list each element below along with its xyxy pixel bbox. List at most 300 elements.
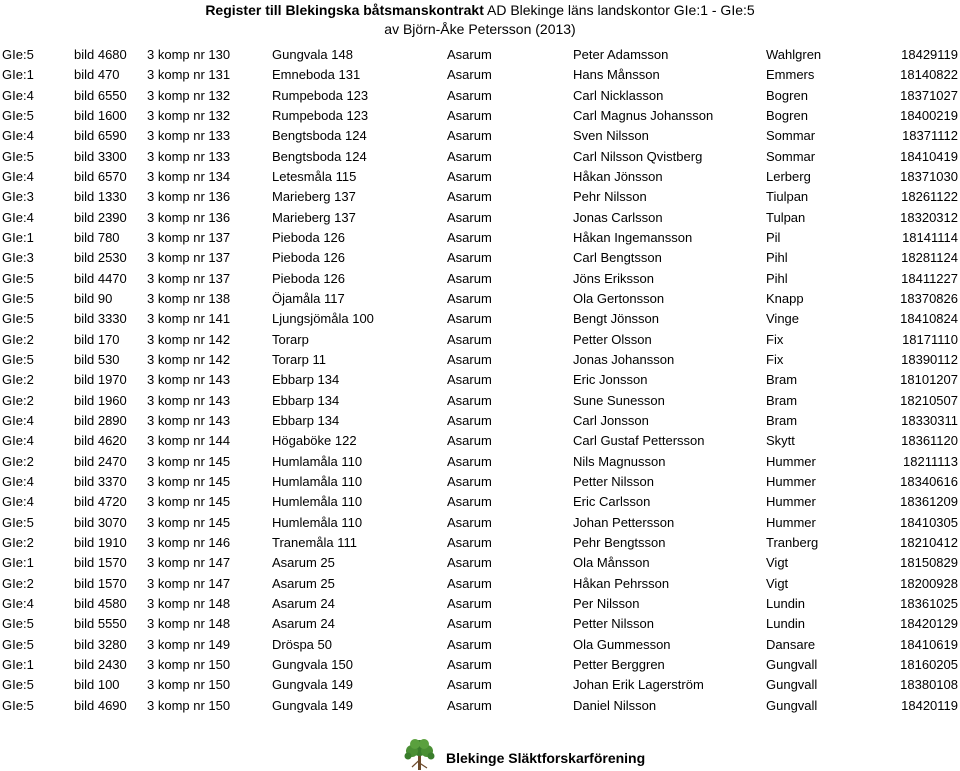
cell-company-number: 3 komp nr 147 <box>147 575 231 591</box>
cell-parish: Asarum <box>447 209 492 225</box>
cell-soldier-name: Carl Nicklasson <box>573 87 664 103</box>
cell-rote-name: Torarp <box>272 331 309 347</box>
cell-soldier-name: Ola Gertonsson <box>573 290 665 306</box>
cell-soldier-name: Jonas Carlsson <box>573 209 663 225</box>
cell-rote-name: Rumpeboda 123 <box>272 107 369 123</box>
cell-date: 18420129 <box>900 616 958 632</box>
cell-rote-name: Asarum 25 <box>272 555 335 571</box>
cell-soldier-name: Ola Gummesson <box>573 636 671 652</box>
cell-soldier-surname: Vinge <box>766 311 800 327</box>
cell-soldier-name: Jöns Eriksson <box>573 270 654 286</box>
cell-parish: Asarum <box>447 270 492 286</box>
cell-soldier-surname: Vigt <box>766 575 789 591</box>
cell-soldier-surname: Skytt <box>766 433 795 449</box>
table-row <box>0 675 960 695</box>
cell-soldier-surname: Lundin <box>766 595 806 611</box>
cell-date: 18400219 <box>900 107 958 123</box>
cell-parish: Asarum <box>447 575 492 591</box>
cell-soldier-name: Eric Carlsson <box>573 494 651 510</box>
cell-company-number: 3 komp nr 130 <box>147 47 231 62</box>
cell-parish: Asarum <box>447 128 492 144</box>
table-row <box>0 655 960 675</box>
cell-parish: Asarum <box>447 636 492 652</box>
cell-rote-name: Pieboda 126 <box>272 250 346 266</box>
cell-image-ref: bild 4620 <box>74 433 127 449</box>
cell-image-ref: bild 1960 <box>74 392 127 408</box>
cell-date: 18371027 <box>900 87 958 103</box>
cell-archive-ref: GIe:4 <box>2 433 34 449</box>
cell-soldier-name: Carl Magnus Johansson <box>573 107 714 123</box>
cell-image-ref: bild 170 <box>74 331 120 347</box>
register-table <box>0 45 960 716</box>
document-author: av Björn-Åke Petersson (2013) <box>384 21 576 37</box>
cell-image-ref: bild 2390 <box>74 209 127 225</box>
cell-soldier-name: Johan Erik Lagerström <box>573 677 704 693</box>
cell-company-number: 3 komp nr 145 <box>147 473 231 489</box>
cell-archive-ref: GIe:3 <box>2 189 34 205</box>
cell-company-number: 3 komp nr 137 <box>147 229 231 245</box>
cell-company-number: 3 komp nr 137 <box>147 270 231 286</box>
cell-company-number: 3 komp nr 138 <box>147 290 231 306</box>
cell-image-ref: bild 2470 <box>74 453 127 469</box>
cell-archive-ref: GIe:5 <box>2 107 34 123</box>
cell-rote-name: Asarum 25 <box>272 575 335 591</box>
cell-image-ref: bild 3070 <box>74 514 127 530</box>
cell-archive-ref: GIe:5 <box>2 290 34 306</box>
cell-image-ref: bild 1330 <box>74 189 127 205</box>
cell-parish: Asarum <box>447 47 492 62</box>
cell-soldier-name: Petter Nilsson <box>573 473 654 489</box>
cell-soldier-surname: Tiulpan <box>766 189 809 205</box>
cell-soldier-name: Carl Gustaf Pettersson <box>573 433 705 449</box>
cell-archive-ref: GIe:4 <box>2 494 34 510</box>
cell-parish: Asarum <box>447 331 492 347</box>
cell-soldier-name: Hans Månsson <box>573 67 660 83</box>
cell-company-number: 3 komp nr 147 <box>147 555 231 571</box>
cell-rote-name: Asarum 24 <box>272 616 335 632</box>
cell-company-number: 3 komp nr 133 <box>147 128 231 144</box>
cell-date: 18361025 <box>900 595 958 611</box>
cell-soldier-name: Per Nilsson <box>573 595 640 611</box>
cell-company-number: 3 komp nr 131 <box>147 67 231 83</box>
cell-parish: Asarum <box>447 677 492 693</box>
cell-soldier-name: Daniel Nilsson <box>573 697 657 713</box>
cell-parish: Asarum <box>447 555 492 571</box>
cell-parish: Asarum <box>447 473 492 489</box>
cell-soldier-surname: Bogren <box>766 107 808 123</box>
cell-soldier-surname: Gungvall <box>766 656 818 672</box>
cell-date: 18361120 <box>901 433 958 449</box>
cell-image-ref: bild 4580 <box>74 595 127 611</box>
cell-rote-name: Marieberg 137 <box>272 209 356 225</box>
cell-soldier-name: Johan Pettersson <box>573 514 675 530</box>
cell-date: 18171110 <box>902 331 958 347</box>
cell-soldier-surname: Pihl <box>766 270 788 286</box>
table-row <box>0 513 960 533</box>
cell-soldier-surname: Bram <box>766 392 798 408</box>
cell-date: 18410619 <box>900 636 958 652</box>
cell-soldier-name: Carl Jonsson <box>573 412 649 428</box>
cell-rote-name: Pieboda 126 <box>272 270 346 286</box>
cell-rote-name: Rumpeboda 123 <box>272 87 369 103</box>
cell-archive-ref: GIe:2 <box>2 575 34 591</box>
cell-company-number: 3 komp nr 150 <box>147 677 231 693</box>
cell-archive-ref: GIe:5 <box>2 148 34 164</box>
cell-soldier-name: Carl Bengtsson <box>573 250 662 266</box>
cell-company-number: 3 komp nr 150 <box>147 697 231 713</box>
cell-soldier-surname: Sommar <box>766 128 816 144</box>
cell-image-ref: bild 4680 <box>74 47 127 62</box>
cell-parish: Asarum <box>447 290 492 306</box>
cell-soldier-name: Sven Nilsson <box>573 128 649 144</box>
cell-company-number: 3 komp nr 143 <box>147 372 231 388</box>
cell-date: 18160205 <box>900 656 958 672</box>
cell-soldier-name: Ola Månsson <box>573 555 650 571</box>
table-row <box>0 350 960 370</box>
cell-date: 18410824 <box>900 311 958 327</box>
cell-rote-name: Bengtsboda 124 <box>272 148 367 164</box>
cell-soldier-surname: Lerberg <box>766 168 811 184</box>
table-row <box>0 411 960 431</box>
cell-image-ref: bild 1600 <box>74 107 127 123</box>
cell-archive-ref: GIe:4 <box>2 128 34 144</box>
cell-archive-ref: GIe:4 <box>2 412 34 428</box>
cell-archive-ref: GIe:2 <box>2 372 34 388</box>
cell-parish: Asarum <box>447 534 492 550</box>
cell-image-ref: bild 5550 <box>74 616 127 632</box>
table-row <box>0 269 960 289</box>
cell-image-ref: bild 4470 <box>74 270 127 286</box>
cell-image-ref: bild 1970 <box>74 372 127 388</box>
table-row <box>0 614 960 634</box>
cell-soldier-surname: Knapp <box>766 290 804 306</box>
cell-archive-ref: GIe:5 <box>2 514 34 530</box>
title-bold: Register till Blekingska båtsmanskontrakt <box>205 2 484 18</box>
cell-image-ref: bild 6570 <box>74 168 127 184</box>
cell-company-number: 3 komp nr 143 <box>147 392 231 408</box>
cell-company-number: 3 komp nr 149 <box>147 636 231 652</box>
cell-soldier-surname: Emmers <box>766 67 815 83</box>
table-row <box>0 574 960 594</box>
cell-parish: Asarum <box>447 433 492 449</box>
cell-soldier-name: Petter Nilsson <box>573 616 654 632</box>
table-row <box>0 370 960 390</box>
cell-company-number: 3 komp nr 146 <box>147 534 231 550</box>
cell-image-ref: bild 1570 <box>74 575 127 591</box>
table-row <box>0 472 960 492</box>
tree-icon <box>400 738 440 771</box>
cell-rote-name: Emneboda 131 <box>272 67 361 83</box>
table-row <box>0 309 960 329</box>
table-row <box>0 248 960 268</box>
table-row <box>0 330 960 350</box>
title-rest: AD Blekinge läns landskontor GIe:1 - GIe:5 <box>483 2 755 18</box>
cell-rote-name: Ebbarp 134 <box>272 372 340 388</box>
cell-image-ref: bild 2530 <box>74 250 127 266</box>
cell-archive-ref: GIe:4 <box>2 168 34 184</box>
cell-soldier-surname: Hummer <box>766 473 816 489</box>
page-footer <box>400 738 646 771</box>
cell-date: 18320312 <box>900 209 958 225</box>
cell-rote-name: Humlemåla 110 <box>272 494 363 510</box>
cell-image-ref: bild 6590 <box>74 128 127 144</box>
table-row <box>0 126 960 146</box>
cell-company-number: 3 komp nr 143 <box>147 412 231 428</box>
cell-parish: Asarum <box>447 148 492 164</box>
table-row <box>0 86 960 106</box>
cell-company-number: 3 komp nr 142 <box>147 351 231 367</box>
cell-soldier-surname: Tranberg <box>766 534 819 550</box>
cell-image-ref: bild 4690 <box>74 697 127 713</box>
cell-soldier-surname: Fix <box>766 331 784 347</box>
cell-rote-name: Ljungsjömåla 100 <box>272 311 374 327</box>
cell-image-ref: bild 2430 <box>74 656 127 672</box>
cell-rote-name: Humlemåla 110 <box>272 514 363 530</box>
cell-date: 18340616 <box>900 473 958 489</box>
cell-company-number: 3 komp nr 137 <box>147 250 231 266</box>
cell-rote-name: Ebbarp 134 <box>272 412 340 428</box>
cell-image-ref: bild 90 <box>74 290 113 306</box>
cell-rote-name: Humlamåla 110 <box>272 473 363 489</box>
cell-rote-name: Letesmåla 115 <box>272 168 357 184</box>
cell-company-number: 3 komp nr 145 <box>147 494 231 510</box>
cell-date: 18361209 <box>900 494 958 510</box>
table-row <box>0 187 960 207</box>
cell-rote-name: Öjamåla 117 <box>272 290 345 306</box>
cell-soldier-name: Sune Sunesson <box>573 392 665 408</box>
cell-soldier-surname: Bram <box>766 372 798 388</box>
cell-rote-name: Högaböke 122 <box>272 433 357 449</box>
cell-date: 18330311 <box>901 412 958 428</box>
cell-company-number: 3 komp nr 144 <box>147 433 231 449</box>
cell-parish: Asarum <box>447 372 492 388</box>
cell-date: 18200928 <box>900 575 958 591</box>
cell-soldier-name: Petter Olsson <box>573 331 652 347</box>
cell-company-number: 3 komp nr 132 <box>147 87 231 103</box>
table-row <box>0 492 960 512</box>
cell-company-number: 3 komp nr 145 <box>147 453 231 469</box>
cell-parish: Asarum <box>447 595 492 611</box>
cell-parish: Asarum <box>447 514 492 530</box>
cell-date: 18410305 <box>900 514 958 530</box>
cell-archive-ref: GIe:4 <box>2 87 34 103</box>
cell-soldier-name: Petter Berggren <box>573 656 665 672</box>
cell-image-ref: bild 4720 <box>74 494 127 510</box>
cell-archive-ref: GIe:5 <box>2 47 34 62</box>
cell-image-ref: bild 3370 <box>74 473 127 489</box>
cell-archive-ref: GIe:3 <box>2 250 34 266</box>
cell-parish: Asarum <box>447 67 492 83</box>
cell-parish: Asarum <box>447 311 492 327</box>
cell-soldier-name: Håkan Jönsson <box>573 168 663 184</box>
cell-archive-ref: GIe:5 <box>2 616 34 632</box>
cell-image-ref: bild 780 <box>74 229 120 245</box>
cell-date: 18210507 <box>900 392 958 408</box>
cell-company-number: 3 komp nr 133 <box>147 148 231 164</box>
cell-soldier-name: Pehr Bengtsson <box>573 534 666 550</box>
cell-soldier-surname: Lundin <box>766 616 806 632</box>
cell-company-number: 3 komp nr 136 <box>147 209 231 225</box>
cell-parish: Asarum <box>447 616 492 632</box>
table-row <box>0 452 960 472</box>
cell-soldier-name: Eric Jonsson <box>573 372 648 388</box>
cell-parish: Asarum <box>447 697 492 713</box>
cell-soldier-surname: Vigt <box>766 555 789 571</box>
cell-archive-ref: GIe:5 <box>2 636 34 652</box>
cell-company-number: 3 komp nr 141 <box>147 311 231 327</box>
cell-date: 18141114 <box>902 229 958 245</box>
table-row <box>0 45 960 65</box>
cell-date: 18371030 <box>900 168 958 184</box>
cell-archive-ref: GIe:2 <box>2 453 34 469</box>
cell-parish: Asarum <box>447 351 492 367</box>
cell-soldier-surname: Dansare <box>766 636 816 652</box>
cell-archive-ref: GIe:5 <box>2 311 34 327</box>
cell-rote-name: Pieboda 126 <box>272 229 346 245</box>
cell-company-number: 3 komp nr 142 <box>147 331 231 347</box>
cell-rote-name: Ebbarp 134 <box>272 392 340 408</box>
cell-date: 18210412 <box>900 534 958 550</box>
cell-soldier-surname: Wahlgren <box>766 47 822 62</box>
cell-archive-ref: GIe:5 <box>2 677 34 693</box>
cell-company-number: 3 komp nr 134 <box>147 168 231 184</box>
table-row <box>0 228 960 248</box>
cell-company-number: 3 komp nr 145 <box>147 514 231 530</box>
table-row <box>0 147 960 167</box>
cell-parish: Asarum <box>447 656 492 672</box>
cell-image-ref: bild 530 <box>74 351 120 367</box>
cell-date: 18429119 <box>901 47 958 62</box>
cell-image-ref: bild 3330 <box>74 311 127 327</box>
cell-soldier-name: Bengt Jönsson <box>573 311 660 327</box>
cell-soldier-surname: Hummer <box>766 514 816 530</box>
cell-soldier-surname: Fix <box>766 351 784 367</box>
cell-rote-name: Gungvala 150 <box>272 656 353 672</box>
table-row <box>0 533 960 553</box>
cell-rote-name: Bengtsboda 124 <box>272 128 367 144</box>
cell-soldier-surname: Hummer <box>766 453 816 469</box>
cell-archive-ref: GIe:1 <box>2 67 34 83</box>
cell-rote-name: Gungvala 149 <box>272 697 353 713</box>
cell-date: 18211113 <box>903 453 958 469</box>
cell-date: 18410419 <box>900 148 958 164</box>
cell-archive-ref: GIe:4 <box>2 595 34 611</box>
cell-parish: Asarum <box>447 107 492 123</box>
cell-company-number: 3 komp nr 150 <box>147 656 231 672</box>
cell-image-ref: bild 2890 <box>74 412 127 428</box>
cell-soldier-name: Pehr Nilsson <box>573 189 647 205</box>
cell-image-ref: bild 1910 <box>74 534 127 550</box>
cell-date: 18370826 <box>900 290 958 306</box>
cell-parish: Asarum <box>447 229 492 245</box>
table-row <box>0 553 960 573</box>
cell-rote-name: Torarp 11 <box>272 351 326 367</box>
cell-date: 18390112 <box>901 351 958 367</box>
cell-company-number: 3 komp nr 148 <box>147 595 231 611</box>
cell-image-ref: bild 3300 <box>74 148 127 164</box>
cell-soldier-surname: Pihl <box>766 250 788 266</box>
table-row <box>0 431 960 451</box>
cell-rote-name: Asarum 24 <box>272 595 335 611</box>
cell-rote-name: Dröspa 50 <box>272 636 332 652</box>
cell-archive-ref: GIe:4 <box>2 209 34 225</box>
cell-image-ref: bild 100 <box>74 677 120 693</box>
cell-parish: Asarum <box>447 250 492 266</box>
cell-archive-ref: GIe:5 <box>2 351 34 367</box>
cell-parish: Asarum <box>447 87 492 103</box>
cell-archive-ref: GIe:2 <box>2 392 34 408</box>
cell-company-number: 3 komp nr 136 <box>147 189 231 205</box>
cell-soldier-surname: Bram <box>766 412 798 428</box>
cell-date: 18380108 <box>900 677 958 693</box>
cell-archive-ref: GIe:1 <box>2 656 34 672</box>
cell-date: 18411227 <box>901 270 958 286</box>
organization-name: Blekinge Släktforskarförening <box>446 750 646 766</box>
cell-soldier-surname: Hummer <box>766 494 816 510</box>
cell-parish: Asarum <box>447 392 492 408</box>
cell-parish: Asarum <box>447 189 492 205</box>
cell-parish: Asarum <box>447 494 492 510</box>
cell-archive-ref: GIe:1 <box>2 229 34 245</box>
cell-soldier-name: Håkan Pehrsson <box>573 575 670 591</box>
cell-soldier-surname: Bogren <box>766 87 808 103</box>
cell-soldier-surname: Sommar <box>766 148 816 164</box>
cell-archive-ref: GIe:2 <box>2 331 34 347</box>
cell-rote-name: Marieberg 137 <box>272 189 356 205</box>
cell-soldier-name: Nils Magnusson <box>573 453 666 469</box>
cell-parish: Asarum <box>447 412 492 428</box>
cell-archive-ref: GIe:1 <box>2 555 34 571</box>
cell-date: 18371112 <box>902 128 958 144</box>
table-row <box>0 289 960 309</box>
cell-archive-ref: GIe:5 <box>2 697 34 713</box>
cell-image-ref: bild 3280 <box>74 636 127 652</box>
table-row <box>0 391 960 411</box>
cell-image-ref: bild 6550 <box>74 87 127 103</box>
cell-soldier-name: Peter Adamsson <box>573 47 669 62</box>
cell-image-ref: bild 470 <box>74 67 120 83</box>
table-row <box>0 594 960 614</box>
cell-archive-ref: GIe:5 <box>2 270 34 286</box>
cell-image-ref: bild 1570 <box>74 555 127 571</box>
table-row <box>0 106 960 126</box>
cell-date: 18281124 <box>901 250 958 266</box>
cell-date: 18140822 <box>900 67 958 83</box>
table-row <box>0 696 960 716</box>
cell-soldier-name: Håkan Ingemansson <box>573 229 693 245</box>
cell-rote-name: Humlamåla 110 <box>272 453 363 469</box>
table-row <box>0 208 960 228</box>
cell-soldier-surname: Gungvall <box>766 677 818 693</box>
cell-soldier-surname: Gungvall <box>766 697 818 713</box>
cell-archive-ref: GIe:2 <box>2 534 34 550</box>
table-row <box>0 635 960 655</box>
cell-archive-ref: GIe:4 <box>2 473 34 489</box>
cell-parish: Asarum <box>447 168 492 184</box>
cell-soldier-surname: Pil <box>766 229 781 245</box>
table-row <box>0 167 960 187</box>
document-title <box>0 1 960 19</box>
cell-rote-name: Gungvala 149 <box>272 677 353 693</box>
cell-rote-name: Gungvala 148 <box>272 47 353 62</box>
cell-soldier-name: Carl Nilsson Qvistberg <box>573 148 703 164</box>
cell-company-number: 3 komp nr 132 <box>147 107 231 123</box>
cell-rote-name: Tranemåla 111 <box>272 534 358 550</box>
table-row <box>0 65 960 85</box>
cell-date: 18420119 <box>901 697 958 713</box>
cell-date: 18261122 <box>901 189 958 205</box>
cell-date: 18101207 <box>900 372 958 388</box>
